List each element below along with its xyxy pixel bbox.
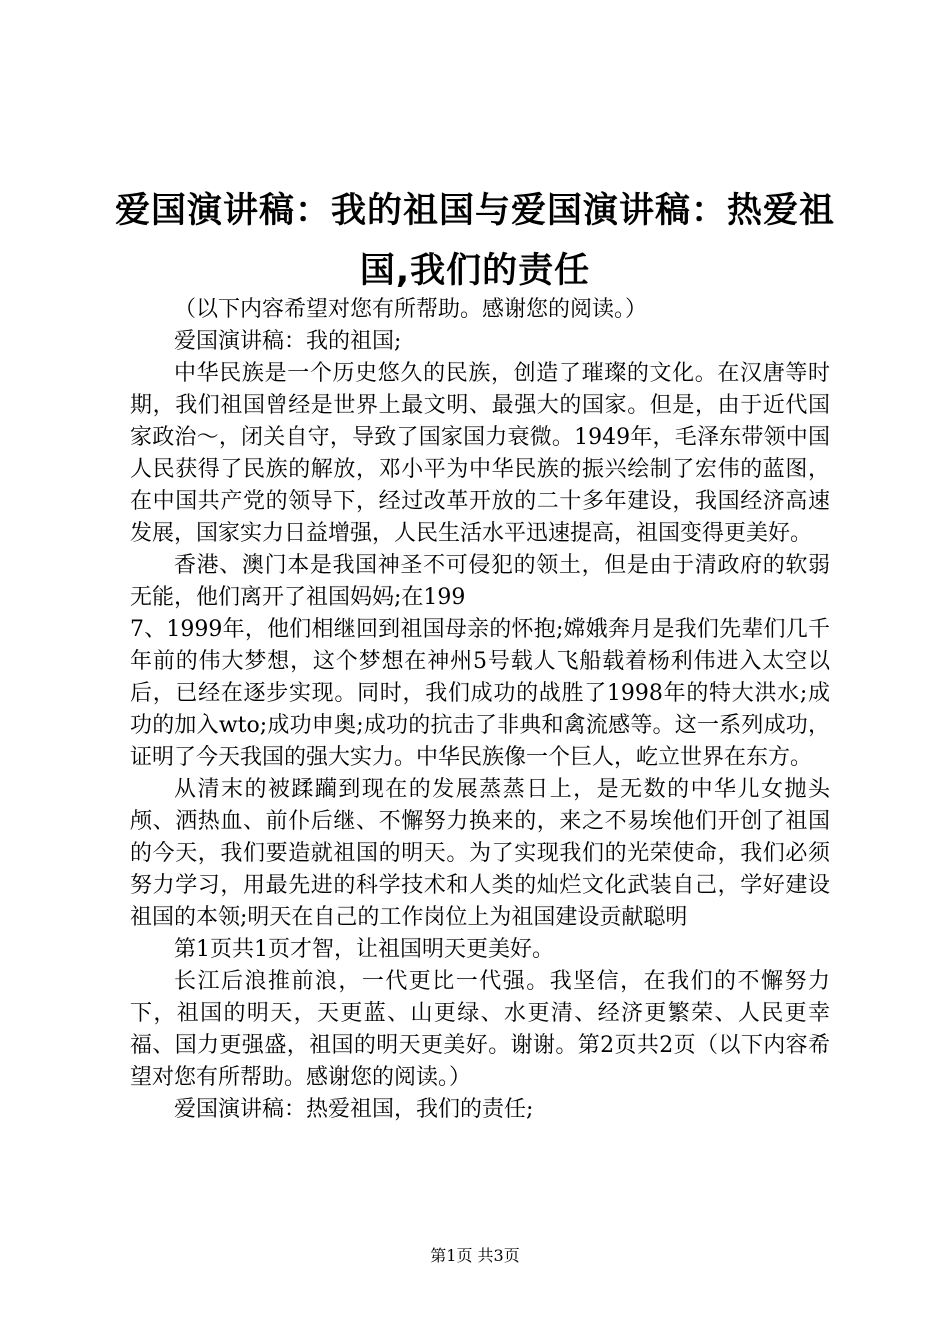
section-heading-1: 爱国演讲稿：我的祖国; — [174, 329, 402, 354]
paragraph-conclusion: 长江后浪推前浪，一代更比一代强。我坚信，在我们的不懈努力下，祖国的明天，天更蓝、山更绿、水更清、经济更繁荣、人民更幸福、国力更强盛，祖国的明天更美好。谢谢。第2页共2页（以下内容希望对您有所帮助。感谢您的阅读。） — [130, 969, 830, 1090]
paragraph-history: 中华民族是一个历史悠久的民族，创造了璀璨的文化。在汉唐等时期，我们祖国曾经是世界上最文明、最强大的国家。但是，由于近代国家政治～，闭关自守，导致了国家国力衰微。1949年，毛泽东带领中国人民获得了民族的解放，邓小平为中华民族的振兴绘制了宏伟的蓝图，在中国共产党的领导下，经过改革开放的二十多年建设，我国经济高速发展，国家实力日益增强，人民生活水平迅速提高，祖国变得更美好。 — [130, 361, 830, 546]
document-title-line-2: 国,我们的责任 — [359, 251, 591, 291]
paragraph-hongkong-macau: 香港、澳门本是我国神圣不可侵犯的领土，但是由于清政府的软弱无能，他们离开了祖国妈妈;在199 — [130, 553, 830, 610]
intro-note: （以下内容希望对您有所帮助。感谢您的阅读。） — [174, 297, 648, 322]
paragraph-mission: 从清末的被蹂躏到现在的发展蒸蒸日上，是无数的中华儿女抛头颅、洒热血、前仆后继、不懈努力换来的，来之不易埃他们开创了祖国的今天，我们要造就祖国的明天。为了实现我们的光荣使命，我们必须努力学习，用最先进的科学技术和人类的灿烂文化武装自己，学好建设祖国的本领;明天在自己的工作岗位上为祖国建设贡献聪明 — [130, 777, 830, 930]
document-title-line-1: 爱国演讲稿：我的祖国与爱国演讲稿：热爱祖 — [114, 191, 835, 231]
page-footer: 第1页 共3页 — [430, 1246, 520, 1265]
section-heading-2: 爱国演讲稿：热爱祖国，我们的责任; — [174, 1097, 534, 1122]
paragraph-page-break: 第1页共1页才智，让祖国明天更美好。 — [174, 937, 554, 962]
document-body — [130, 294, 830, 1126]
paragraph-achievements: 7、1999年，他们相继回到祖国母亲的怀抱;嫦娥奔月是我们先辈们几千年前的伟大梦想，这个梦想在神州5号载人飞船载着杨利伟进入太空以后，已经在逐步实现。同时，我们成功的战胜了1998年的特大洪水;成功的加入wto;成功申奥;成功的抗击了非典和禽流感等。这一系列成功，证明了今天我国的强大实力。中华民族像一个巨人，屹立世界在东方。 — [130, 617, 830, 770]
